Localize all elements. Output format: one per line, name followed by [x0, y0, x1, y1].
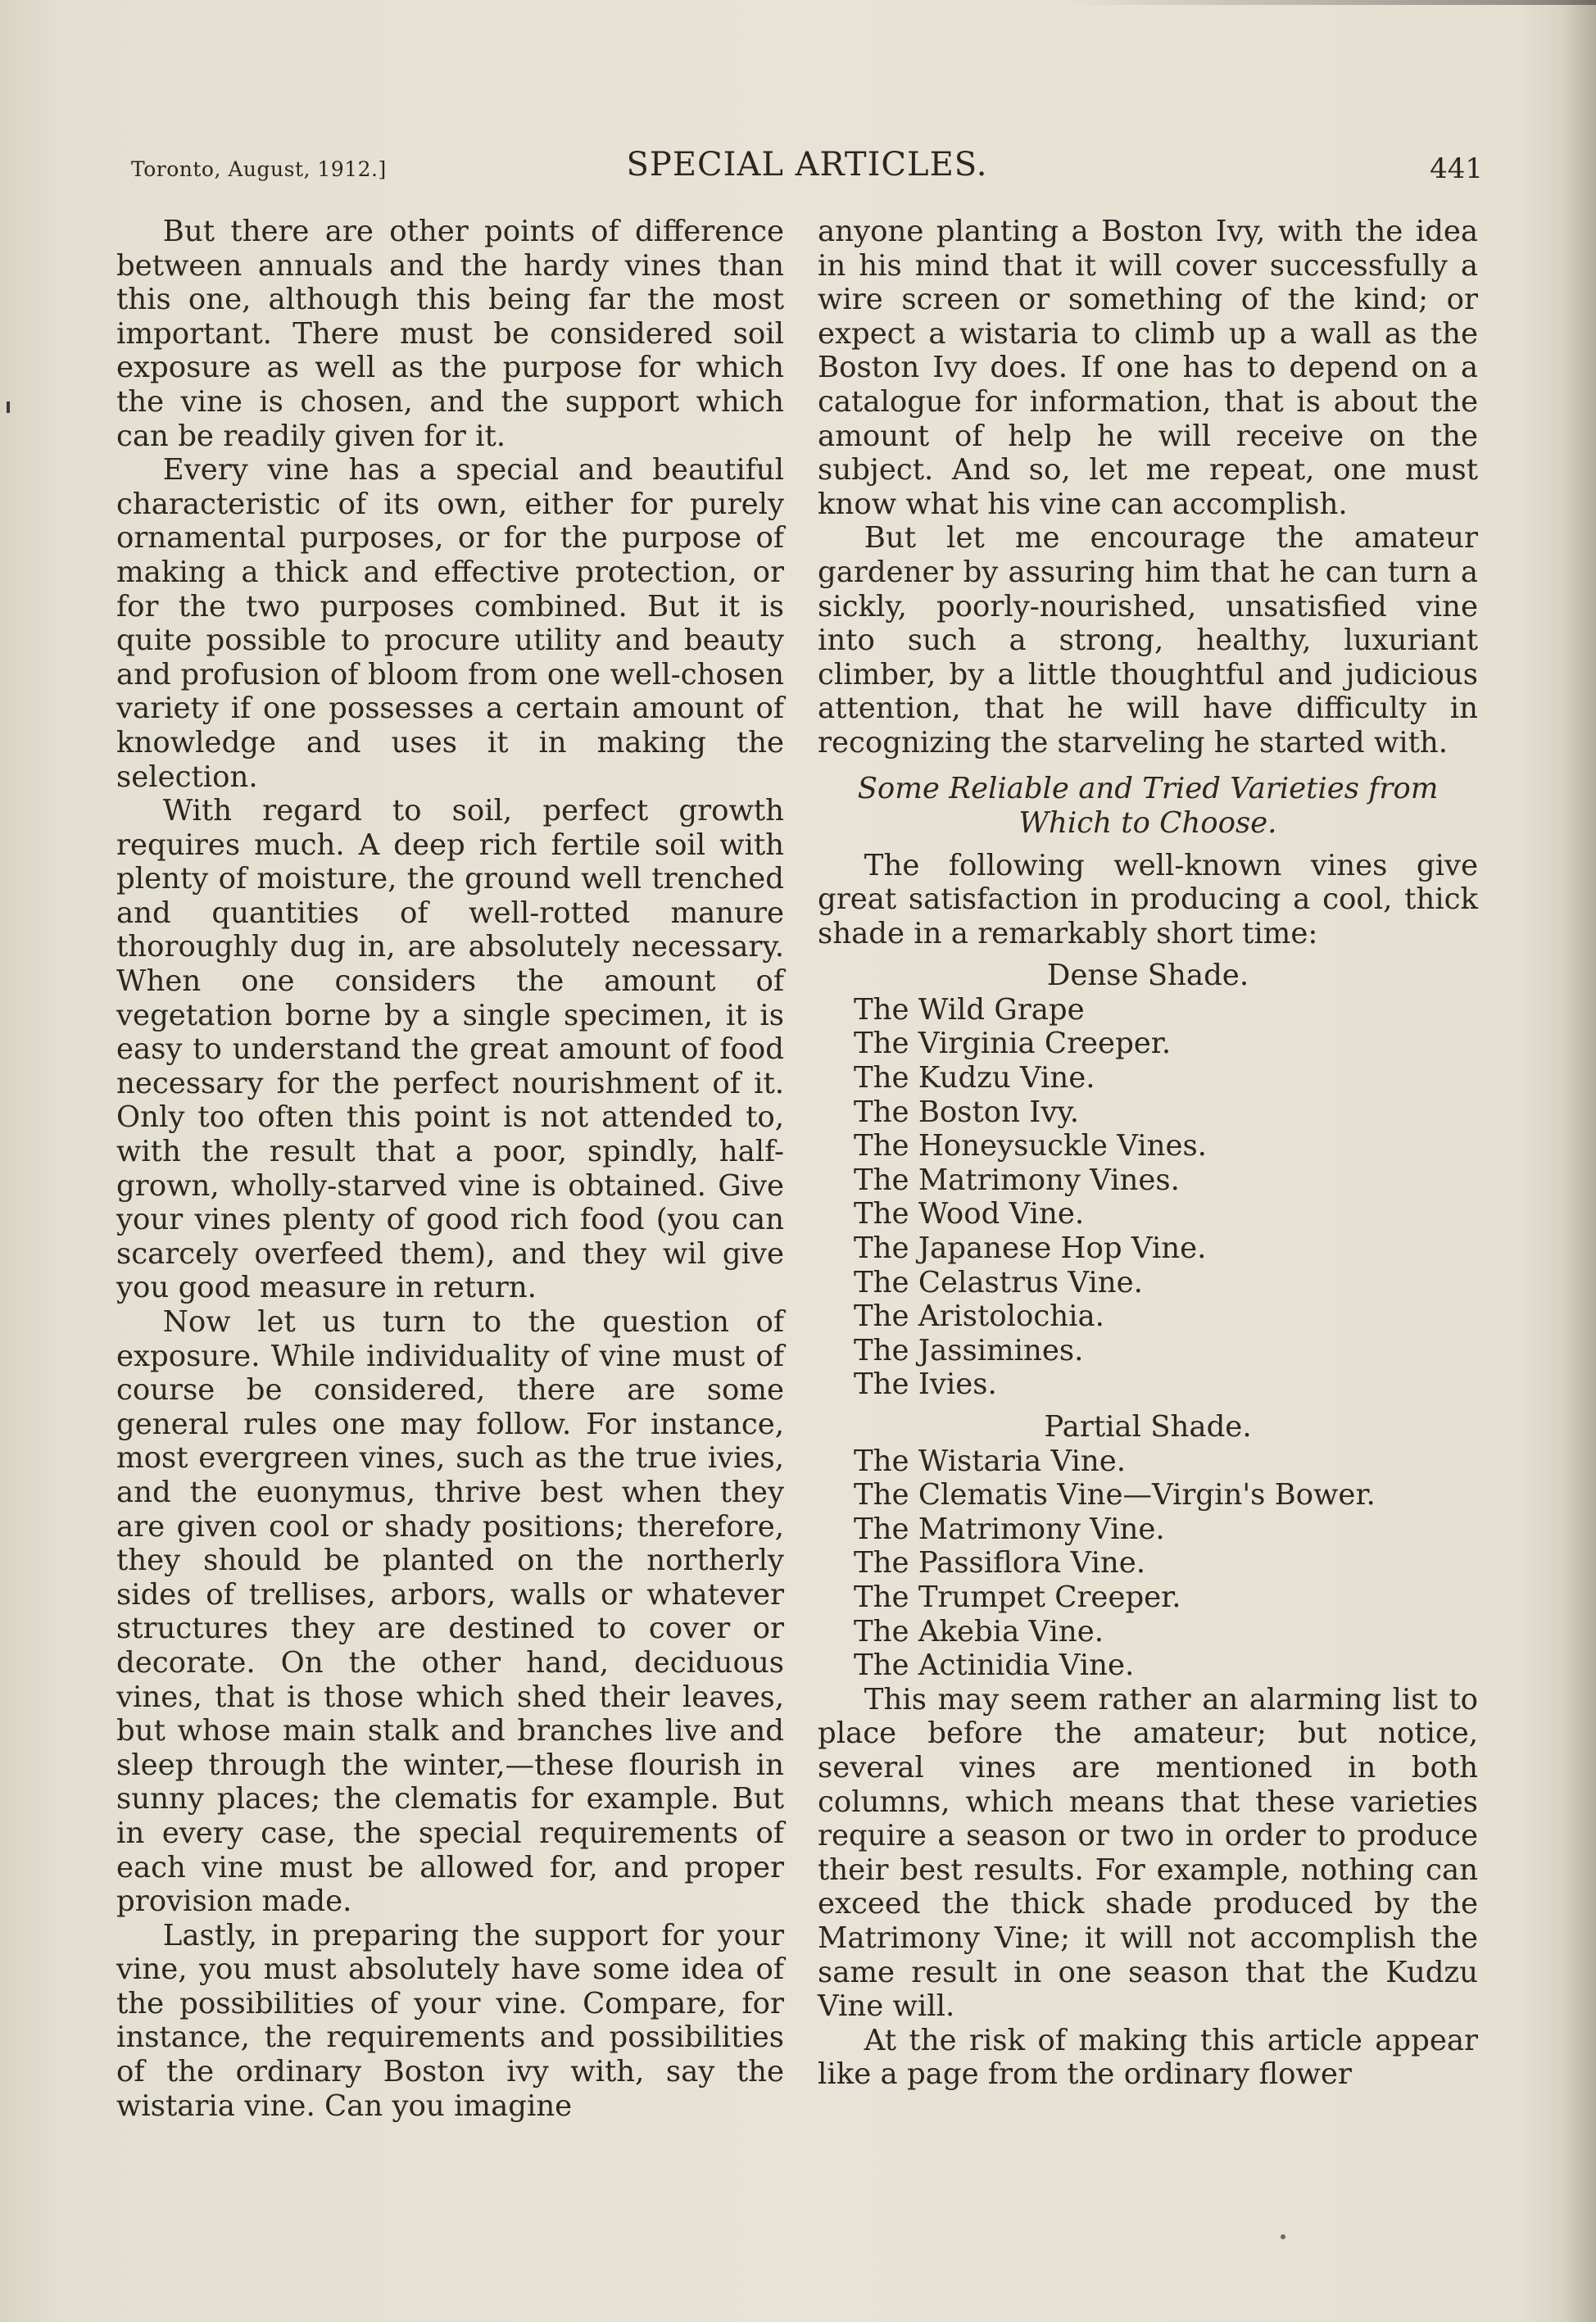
list-item: The Jassimines.: [854, 1333, 1084, 1367]
paragraph-continuation: anyone planting a Boston Ivy, with the idea in his mind that it will cover successfully a wire screen or something of the kind; or expect a wistaria to climb up a wall as the Boston Ivy does. If one has to depend on a catalogue for information, that is about the amount of help he will receive on the subject. And so, let me repeat, one must know what his vine can accomplish.: [818, 215, 1478, 521]
subheading-line-2: Which to Choose.: [1018, 805, 1277, 840]
paragraph-soil: With regard to soil, perfect growth requires much. A deep rich fertile soil with plenty of moisture, the ground well trenched and quantities of well-rotted manure thoroughly dug in, are absolutely necessary. When one considers the amount of vegetation borne by a single specimen, it is easy to understand the great amount of food necessary for the perfect nourishment of it. Only too often this point is not attended to, with the result that a poor, spindly, half-grown, wholly-starved vine is obtained. Give your vines plenty of good rich food (you can scarcely overfeed them), and they wil give you good measure in return.: [116, 794, 784, 1305]
page-number: 441: [1430, 152, 1483, 185]
list-item: The Kudzu Vine.: [854, 1061, 1095, 1095]
paragraph-alarming-list: This may seem rather an alarming list to place before the amateur; but notice, several vines are mentioned in both columns, which means that these varieties require a season or two in order to produce their best results. For example, nothing can exceed the thick shade produced by the Matrimony Vine; it will not accomplish the same result in one season that the Kudzu Vine will.: [818, 1682, 1478, 2024]
list-item: The Celastrus Vine.: [854, 1265, 1143, 1299]
list-item: The Wild Grape: [854, 992, 1085, 1027]
list-item: The Akebia Vine.: [854, 1614, 1104, 1649]
list-item: The Honeysuckle Vines.: [854, 1129, 1207, 1163]
list-item: The Matrimony Vine.: [854, 1512, 1165, 1546]
list-item: The Wood Vine.: [854, 1197, 1085, 1231]
paragraph-characteristics: Every vine has a special and beautiful characteristic of its own, either for purely ornamental purposes, or for the purpose of making a thick and effective protection, or for the two purposes combined. But it is quite possible to procure utility and beauty and profusion of bloom from one well-chosen variety if one possesses a certain amount of knowledge and uses it in making the selection.: [116, 453, 784, 794]
top-edge-rule: [1065, 0, 1596, 5]
list-item: The Virginia Creeper.: [854, 1027, 1172, 1061]
list-item: The Japanese Hop Vine.: [854, 1231, 1207, 1266]
header-location-date: Toronto, August, 1912.]: [131, 157, 387, 181]
list-item: The Actinidia Vine.: [854, 1649, 1135, 1683]
list-item: The Wistaria Vine.: [854, 1444, 1126, 1478]
running-header: [131, 146, 1483, 195]
list-item: The Matrimony Vines.: [854, 1163, 1180, 1197]
right-column: [818, 215, 1478, 2092]
margin-mark: [7, 401, 10, 413]
list-item: The Passiflora Vine.: [854, 1546, 1146, 1581]
list-item: The Ivies.: [854, 1367, 997, 1402]
subheading-line-1: Some Reliable and Tried Varieties from: [857, 771, 1439, 805]
dense-shade-list: [818, 993, 1478, 1402]
paragraph-risk: At the risk of making this article appear like a page from the ordinary flower: [818, 2023, 1478, 2092]
list-item: The Trumpet Creeper.: [854, 1580, 1181, 1614]
paragraph-differences: But there are other points of difference between annuals and the hardy vines than this one, although this being far the most important. There must be considered soil exposure as well as the purpose for which the vine is chosen, and the support which can be readily given for it.: [116, 215, 784, 453]
partial-shade-list: [818, 1444, 1478, 1683]
list-item: The Boston Ivy.: [854, 1095, 1080, 1129]
partial-shade-heading: Partial Shade.: [1044, 1410, 1252, 1444]
list-item: The Aristolochia.: [854, 1299, 1104, 1334]
paragraph-exposure: Now let us turn to the question of exposure. While individuality of vine must of course be considered, there are some general rules one may follow. For instance, most evergreen vines, such as the true ivies, and the euonymus, thrive best when they are given cool or shady positions; therefore, they should be planted on the northerly sides of trellises, arbors, walls or whatever structures they are destined to cover or decorate. On the other hand, deciduous vines, that is those which shed their leaves, but whose main stalk and branches live and sleep through the winter,—these flourish in sunny places; the clematis for example. But in every case, the special requirements of each vine must be allowed for, and proper provision made.: [116, 1305, 784, 1919]
list-item: The Clematis Vine—Virgin's Bower.: [854, 1478, 1376, 1512]
header-section-title: SPECIAL ARTICLES.: [626, 146, 988, 184]
paragraph-support: Lastly, in preparing the support for your vine, you must absolutely have some idea of the possibilities of your vine. Compare, for instance, the requirements and possibilities of the ordinary Boston ivy with, say the wistaria vine. Can you imagine: [116, 1918, 784, 2123]
dense-shade-heading: Dense Shade.: [1046, 959, 1249, 993]
paragraph-encourage: But let me encourage the amateur gardener by assuring him that he can turn a sickly, poorly-nourished, unsatisfied vine into such a strong, healthy, luxuriant climber, by a little thoughtful and judicious attention, that he will have difficulty in recognizing the starveling he started with.: [818, 521, 1478, 760]
left-column: [116, 215, 784, 2123]
paragraph-intro: The following well-known vines give great satisfaction in producing a cool, thick shade in a remarkably short time:: [818, 848, 1478, 950]
section-subheading: [818, 772, 1478, 841]
ink-speck: [1281, 2234, 1285, 2239]
page-edge-shadow: [1563, 0, 1596, 2322]
